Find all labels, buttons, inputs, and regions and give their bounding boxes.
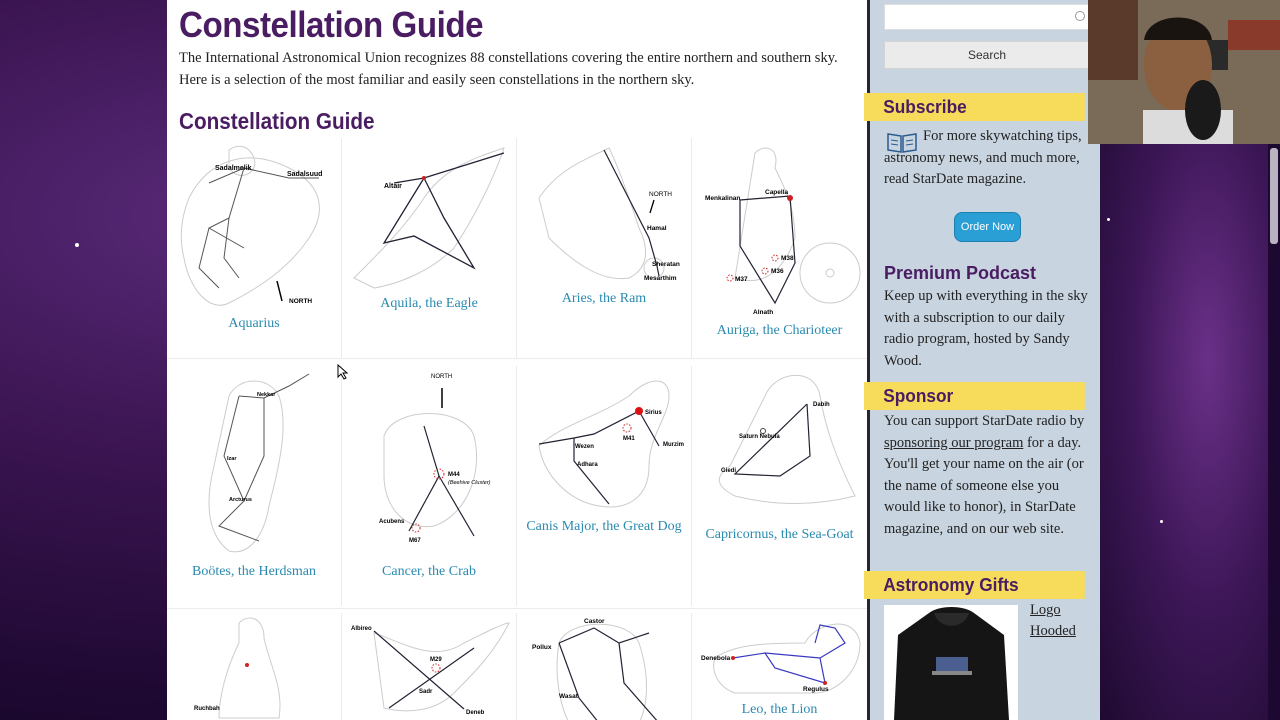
intro-text: The International Astronomical Union recognizes 88 constellations covering the entire northern and southern sky. Here is a selection of the most familiar and easily seen constellations in the northern sky. (179, 50, 838, 88)
star-label: M41 (623, 436, 635, 442)
scrollbar-thumb[interactable] (1270, 148, 1278, 244)
constellation-card-gemini[interactable] (517, 613, 692, 720)
star-label: Dabih (812, 402, 830, 408)
star-label: M37 (734, 276, 748, 283)
star-label: Giedi (720, 468, 736, 474)
constellation-card-capricornus[interactable] (692, 366, 867, 606)
constellation-caption[interactable]: Leo, the Lion (741, 702, 818, 717)
star-label: Mesarthim (644, 275, 677, 282)
star-label: Adhara (577, 462, 598, 468)
star-label: Regulus (802, 686, 829, 693)
constellation-card-bootes[interactable] (167, 366, 342, 606)
subscribe-text-content: For more skywatching tips, astronomy news, and much more, read StarDate magazine. (884, 128, 1082, 187)
star-label: M36 (770, 268, 784, 275)
sidebar (867, 0, 1100, 720)
star-label: Ruchbah (194, 706, 220, 712)
hoodie-product-image[interactable] (884, 605, 1018, 720)
constellation-caption[interactable]: Auriga, the Charioteer (716, 323, 843, 338)
cancer-chart (344, 366, 514, 561)
star-label: Pollux (532, 644, 552, 651)
constellation-caption[interactable]: Aquarius (228, 316, 280, 331)
gemini-chart (519, 613, 689, 720)
constellation-caption[interactable]: Aquila, the Eagle (380, 296, 478, 311)
search-clear-icon[interactable] (1075, 11, 1085, 21)
constellation-card-auriga[interactable] (692, 138, 867, 358)
page-scrollbar[interactable] (1268, 144, 1280, 720)
auriga-chart (695, 138, 865, 320)
sponsor-heading: Sponsor (864, 382, 1085, 410)
north-label: NORTH (431, 374, 453, 380)
star-label: Sadalmelik (215, 165, 252, 172)
cygnus-chart (344, 613, 514, 720)
star-label: Sadr (419, 689, 433, 695)
premium-podcast-heading: Premium Podcast (884, 263, 1037, 283)
constellation-card-cassiopeia[interactable] (167, 613, 342, 720)
background-star (1160, 520, 1163, 523)
subscribe-heading: Subscribe (864, 93, 1085, 121)
astronomy-gifts-heading: Astronomy Gifts (864, 571, 1085, 599)
star-label: Wezen (575, 444, 594, 450)
star-label: Altair (384, 183, 402, 190)
star-label: Wasat (559, 693, 578, 700)
north-label: NORTH (289, 298, 313, 305)
sponsor-text-after: for a day. You'll get your name on the air (or the name of someone else you would like to honor), in StarDate magazine, and on our web site. (884, 434, 1084, 537)
constellation-caption[interactable]: Cancer, the Crab (382, 564, 476, 579)
sponsor-text-before: You can support StarDate radio by (884, 413, 1085, 429)
star-label: Albireo (351, 626, 372, 632)
cassiopeia-chart (169, 613, 339, 720)
page-title: Constellation Guide (179, 4, 484, 45)
star-label: Arcturus (229, 497, 252, 503)
north-label: NORTH (649, 191, 672, 198)
canis-major-chart (519, 366, 689, 516)
star-label: M44 (448, 472, 460, 478)
row-divider (167, 608, 867, 609)
search-input[interactable] (884, 4, 1090, 30)
star-label: Deneb (466, 710, 485, 716)
order-now-button[interactable]: Order Now (954, 212, 1021, 242)
star-label: Castor (584, 618, 605, 625)
star-label: M67 (409, 538, 421, 544)
hoodie-product-link[interactable]: Logo Hooded (1030, 602, 1076, 639)
constellation-caption[interactable]: Canis Major, the Great Dog (526, 519, 682, 534)
row-divider (167, 358, 867, 359)
star-label: Sirius (645, 410, 662, 416)
star-label: Acubens (379, 519, 405, 525)
star-label: Hamal (647, 225, 667, 232)
main-content (167, 0, 867, 720)
sponsor-link[interactable]: sponsoring our program (884, 434, 1024, 451)
star-label: Nekkar (257, 392, 276, 398)
subscribe-text (884, 126, 1094, 191)
aries-chart (519, 138, 689, 288)
aquarius-chart (169, 138, 339, 313)
section-title: Constellation Guide (179, 108, 375, 134)
star-label: Murzim (663, 442, 684, 448)
capricornus-chart (695, 366, 865, 524)
podcast-text: Keep up with everything in the sky with a subscription to our daily radio program, hosted by Sandy Wood. (884, 288, 1088, 369)
constellation-caption[interactable]: Boötes, the Herdsman (191, 564, 317, 579)
mouse-cursor-icon (337, 364, 349, 380)
leo-chart (695, 613, 865, 699)
constellation-card-cygnus[interactable] (342, 613, 517, 720)
background-star (75, 243, 79, 247)
star-label: Saturn Nebula (738, 434, 780, 440)
star-label: Menkalinan (704, 195, 740, 202)
star-label: (Beehive Cluster) (448, 480, 491, 486)
constellation-card-aries[interactable] (517, 138, 692, 358)
constellation-caption[interactable]: Aries, the Ram (561, 291, 647, 306)
constellation-card-aquila[interactable] (342, 138, 517, 358)
star-label: Capella (764, 189, 788, 196)
star-label: M38 (780, 255, 794, 262)
aquila-chart (344, 138, 514, 293)
bootes-chart (169, 366, 339, 561)
star-label: Izar (227, 456, 237, 462)
star-label: Sheratan (652, 261, 680, 268)
sponsor-text (884, 411, 1094, 540)
star-label: Denebola (700, 655, 730, 662)
search-button[interactable]: Search (884, 41, 1090, 69)
star-label: Alnath (752, 309, 773, 316)
constellation-card-aquarius[interactable] (167, 138, 342, 358)
star-label: Sadalsuud (287, 171, 323, 178)
constellation-card-leo[interactable] (692, 613, 867, 720)
constellation-card-cancer[interactable] (342, 366, 517, 606)
star-label: M29 (430, 657, 442, 663)
constellation-card-canis-major[interactable] (517, 366, 692, 606)
background-star (1107, 218, 1110, 221)
constellation-caption[interactable]: Capricornus, the Sea-Goat (705, 527, 854, 542)
webcam-overlay (1088, 0, 1280, 144)
